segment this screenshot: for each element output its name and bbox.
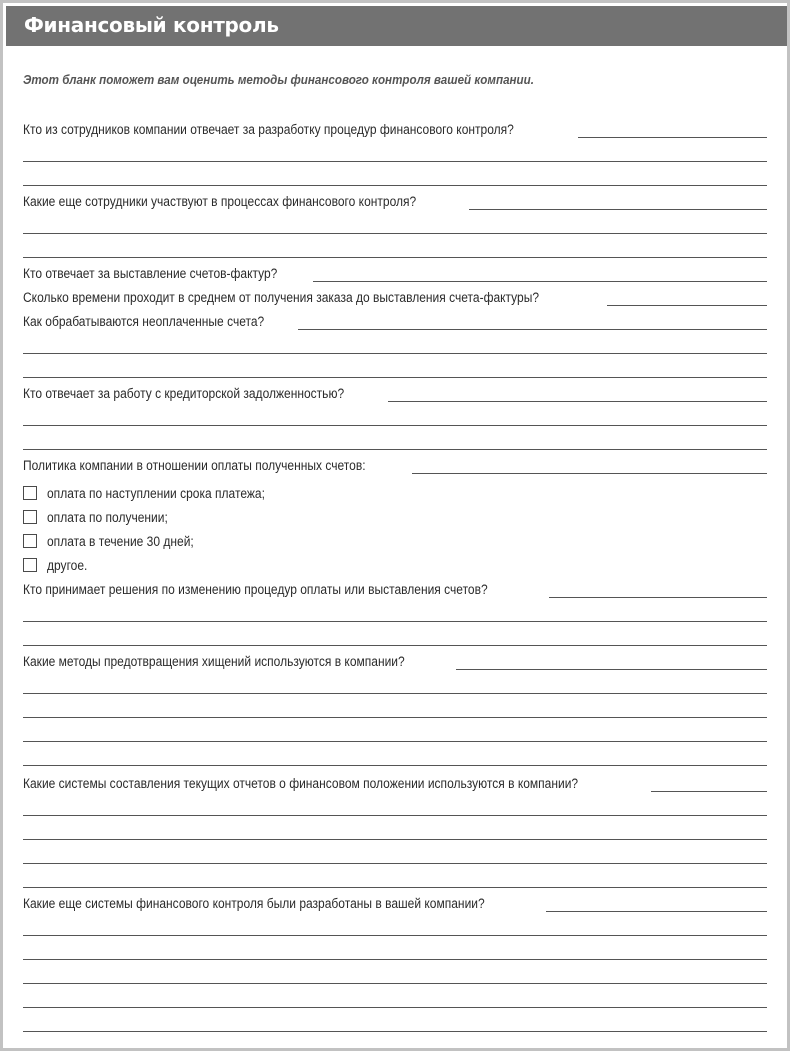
answer-line[interactable] [23,983,767,984]
question-text: Кто отвечает за выставление счетов-фактур? [23,266,278,281]
checkbox[interactable] [23,558,37,572]
question-text: Политика компании в отношении оплаты полученных счетов: [23,458,366,473]
question-text: Какие еще системы финансового контроля были разработаны в вашей компании? [23,896,485,911]
answer-field[interactable] [456,651,767,670]
answer-line[interactable] [23,233,767,234]
question-row [23,652,767,670]
answer-line[interactable] [23,377,767,378]
question-row [23,894,767,912]
question-row [23,264,767,282]
checkbox-option[interactable] [23,484,292,502]
answer-line[interactable] [23,257,767,258]
checkbox[interactable] [23,534,37,548]
question-text: Кто из сотрудников компании отвечает за разработку процедур финансового контроля? [23,122,514,137]
answer-line[interactable] [23,621,767,622]
question-text: Сколько времени проходит в среднем от получения заказа до выставления счета-фактуры? [23,290,540,305]
question-row [23,312,767,330]
answer-field[interactable] [469,191,767,210]
answer-line[interactable] [23,839,767,840]
answer-line[interactable] [23,765,767,766]
question-text: Какие методы предотвращения хищений используются в компании? [23,654,405,669]
question-text: Как обрабатываются неоплаченные счета? [23,314,265,329]
checkbox[interactable] [23,510,37,524]
option-label: оплата по наступлении срока платежа; [47,485,265,501]
question-text: Кто принимает решения по изменению процедур оплаты или выставления счетов? [23,582,488,597]
answer-field[interactable] [298,311,767,330]
answer-field[interactable] [578,119,767,138]
option-label: оплата по получении; [47,509,168,525]
answer-line[interactable] [23,1031,767,1032]
answer-field[interactable] [549,579,767,598]
checkbox-option[interactable] [23,508,183,526]
question-row [23,580,767,598]
answer-line[interactable] [23,185,767,186]
answer-line[interactable] [23,425,767,426]
answer-line[interactable] [23,1007,767,1008]
checkbox-option[interactable] [23,556,92,574]
answer-line[interactable] [23,863,767,864]
option-label: другое. [47,557,88,573]
question-row [23,456,767,474]
option-label: оплата в течение 30 дней; [47,533,194,549]
question-text: Кто отвечает за работу с кредиторской задолженностью? [23,386,345,401]
answer-line[interactable] [23,717,767,718]
answer-line[interactable] [23,935,767,936]
answer-line[interactable] [23,693,767,694]
question-text: Какие еще сотрудники участвуют в процессах финансового контроля? [23,194,417,209]
header-bar [6,6,787,46]
answer-line[interactable] [23,959,767,960]
answer-line[interactable] [23,449,767,450]
answer-line[interactable] [23,353,767,354]
intro-text: Этот бланк поможет вам оценить методы финансового контроля вашей компании. [23,73,534,87]
page-title: Финансовый контроль [24,13,279,37]
answer-field[interactable] [546,893,767,912]
question-row [23,120,767,138]
answer-field[interactable] [651,773,767,792]
answer-line[interactable] [23,645,767,646]
answer-line[interactable] [23,741,767,742]
question-row [23,774,767,792]
checkbox-option[interactable] [23,532,212,550]
answer-line[interactable] [23,815,767,816]
question-row [23,192,767,210]
question-text: Какие системы составления текущих отчетов о финансовом положении используются в компании? [23,776,579,791]
answer-field[interactable] [313,263,767,282]
question-row [23,384,767,402]
answer-field[interactable] [388,383,767,402]
checkbox[interactable] [23,486,37,500]
question-row [23,288,767,306]
answer-field[interactable] [607,287,767,306]
answer-line[interactable] [23,887,767,888]
answer-line[interactable] [23,161,767,162]
answer-field[interactable] [412,455,767,474]
